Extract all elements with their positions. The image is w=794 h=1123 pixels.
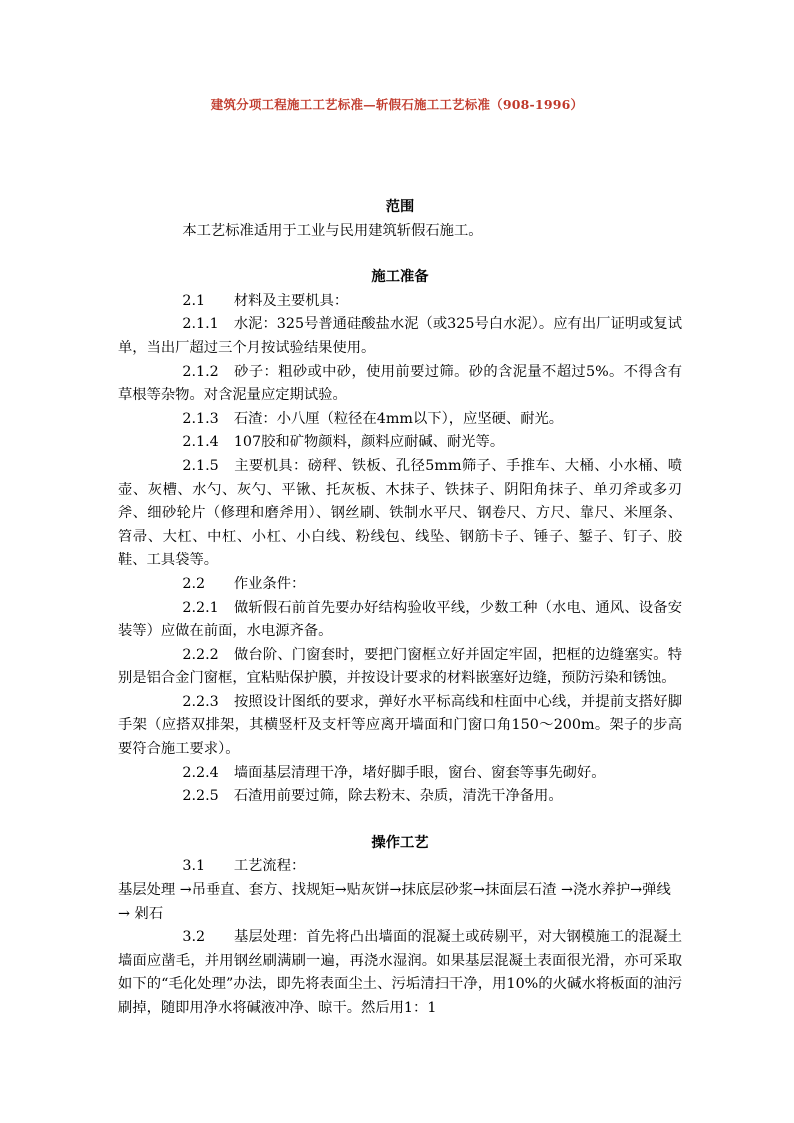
paragraph-text: 砂子：粗砂或中砂，使用前要过筛。砂的含泥量不超过5%。不得含有草根等杂物。对含泥量应定期试验。 [118, 363, 682, 404]
paragraph-text: 石渣：小八厘（粒径在4mm以下），应坚硬、耐光。 [233, 410, 564, 427]
paragraph [118, 431, 682, 455]
section-gap [118, 809, 682, 832]
paragraph [118, 855, 682, 879]
paragraph-text: 墙面基层清理干净，堵好脚手眼，窗台、窗套等事先砌好。 [233, 764, 606, 781]
paragraph-text: 本工艺标准适用于工业与民用建筑斩假石施工。 [182, 222, 483, 239]
paragraph-text: 做台阶、门窗套时，要把门窗框立好并固定牢固，把框的边缝塞实。特别是铝合金门窗框，宜粘贴保护膜，并按设计要求的材料嵌塞好边缝，预防污染和锈蚀。 [118, 646, 682, 687]
clause-number: 2.1.3 [182, 410, 219, 427]
paragraph [118, 313, 682, 360]
clause-number: 2.2 [182, 575, 206, 592]
paragraph-text: 按照设计图纸的要求，弹好水平标高线和柱面中心线，并提前支搭好脚手架（应搭双排架，其横竖杆及支杆等应离开墙面和门窗口角150～200m。架子的步高要符合施工要求）。 [118, 693, 682, 758]
paragraph [118, 220, 682, 244]
clause-number: 2.1.4 [182, 434, 219, 451]
paragraph [118, 597, 682, 644]
section-heading: 施工准备 [371, 269, 429, 286]
paragraph [118, 785, 682, 809]
paragraph-text: 做斩假石前首先要办好结构验收平线，少数工种（水电、通风、设备安装等）应做在前面，水电源齐备。 [118, 599, 682, 640]
paragraph-text: 水泥：325号普通硅酸盐水泥（或325号白水泥）。应有出厂证明或复试单，当出厂超过三个月按试验结果使用。 [118, 316, 682, 356]
paragraph [118, 573, 682, 597]
paragraph-text: 基层处理：首先将凸出墙面的混凝土或砖剔平，对大钢模施工的混凝土墙面应凿毛，并用钢丝刷满刷一遍，再浇水湿润。如果基层混凝土表面很光滑，亦可采取如下的“毛化处理”办法，即先将表面尘土、污垢清扫干净，用10%的火碱水将板面的油污刷掉，随即用净水将碱液冲净、晾干。然后用1：1 [118, 929, 682, 1016]
clause-number: 3.2 [182, 929, 206, 946]
paragraph [118, 691, 682, 762]
paragraph [118, 879, 682, 926]
document-body [118, 196, 682, 1021]
clause-number: 2.2.3 [182, 693, 219, 710]
section-gap [118, 243, 682, 266]
paragraph [118, 455, 682, 573]
paragraph [118, 762, 682, 786]
paragraph-text: 107胶和矿物颜料，颜料应耐碱、耐光等。 [233, 434, 505, 451]
section-heading: 操作工艺 [371, 834, 429, 851]
clause-number: 2.2.4 [182, 764, 219, 781]
paragraph-text: 材料及主要机具： [233, 292, 349, 309]
paragraph-text: 主要机具：磅秤、铁板、孔径5mm筛子、手推车、大桶、小水桶、喷壶、灰槽、水勺、灰勺、平锹、托灰板、木抹子、铁抹子、阴阳角抹子、单刃斧或多刃斧、细砂轮片（修理和磨斧用）、钢丝刷、铁制水平尺、钢卷尺、方尺、靠尺、米厘条、笤帚、大杠、中杠、小杠、小白线、粉线包、线坠、钢筋卡子、锤子、錾子、钉子、胶鞋、工具袋等。 [118, 457, 682, 569]
paragraph [118, 361, 682, 408]
clause-number: 2.1.5 [182, 457, 219, 474]
paragraph-text: 工艺流程： [233, 858, 306, 875]
clause-number: 2.1.1 [182, 316, 219, 333]
section-heading: 范围 [385, 199, 415, 215]
paragraph [118, 408, 682, 432]
paragraph [118, 644, 682, 691]
paragraph-text: 作业条件： [233, 575, 306, 592]
clause-number: 2.2.5 [182, 788, 219, 805]
clause-number: 3.1 [182, 858, 206, 875]
paragraph [118, 290, 682, 314]
paragraph [118, 926, 682, 1020]
clause-number: 2.2.2 [182, 646, 219, 663]
clause-number: 2.1 [182, 292, 206, 309]
paragraph-text: 基层处理 →吊垂直、套方、找规矩→贴灰饼→抹底层砂浆→抹面层石渣 →浇水养护→弹线→ 剁石 [118, 882, 671, 922]
clause-number: 2.1.2 [182, 363, 219, 380]
document-title: 建筑分项工程施工工艺标准—斩假石施工工艺标准（908-1996） [210, 97, 584, 112]
paragraph-text: 石渣用前要过筛，除去粉末、杂质，清洗干净备用。 [233, 788, 563, 805]
clause-number: 2.2.1 [182, 599, 219, 616]
